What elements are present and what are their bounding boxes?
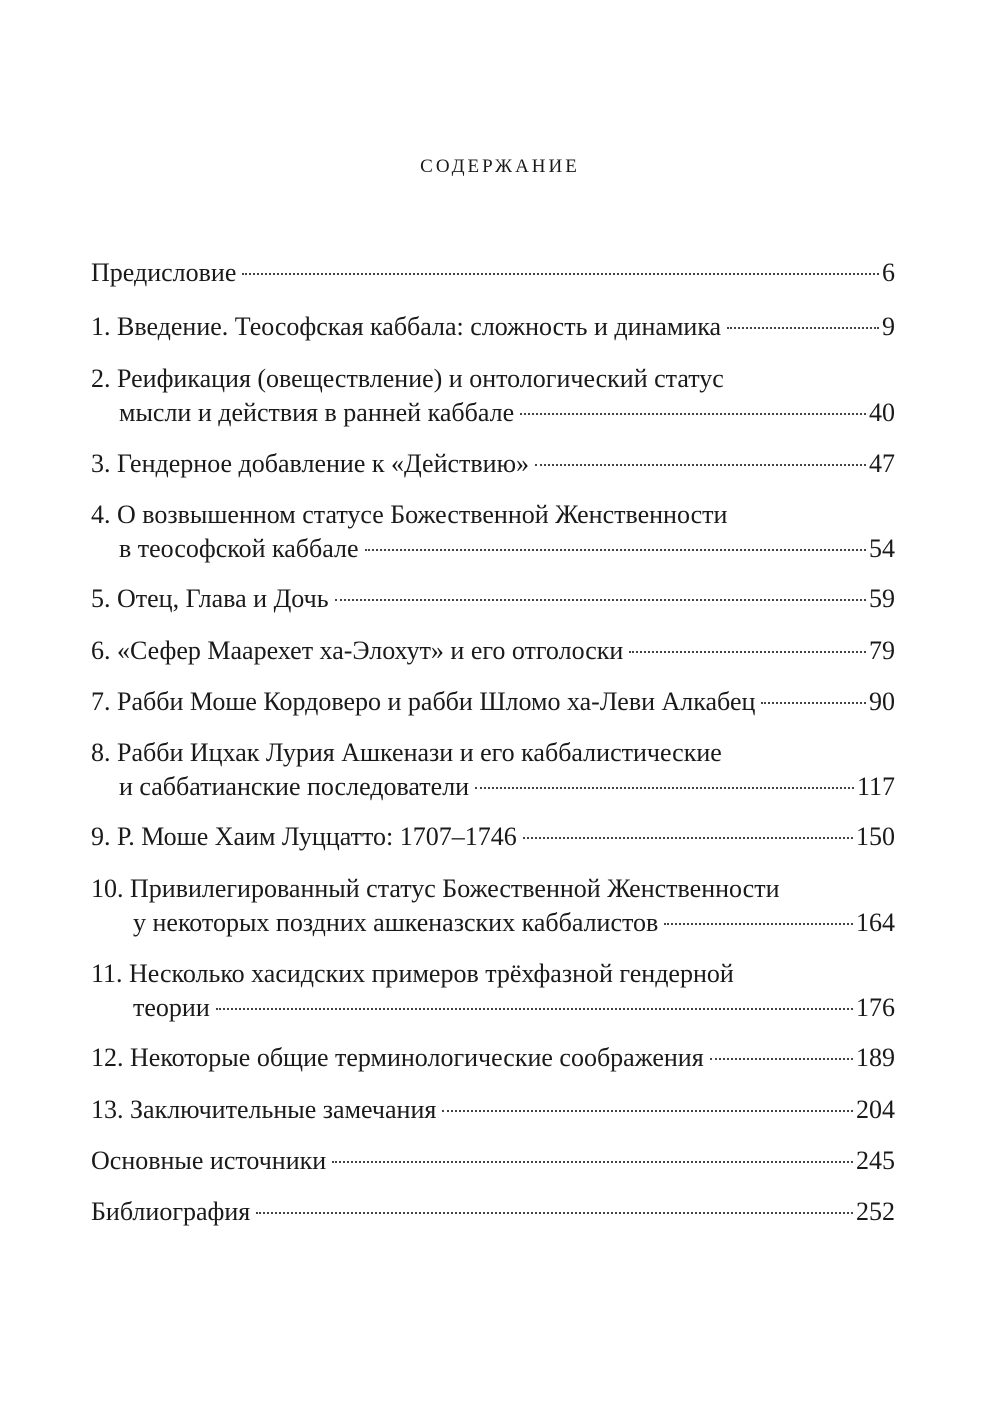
toc-row — [91, 396, 895, 430]
toc-page-number: 6 — [882, 258, 895, 287]
toc-entry-text: Библиография — [91, 1197, 251, 1226]
toc-row — [91, 532, 895, 566]
toc-page-number: 59 — [869, 584, 895, 613]
toc-entry — [91, 1093, 895, 1127]
toc-entry — [91, 1195, 895, 1229]
toc-page-number: 40 — [869, 398, 895, 427]
toc-row — [91, 310, 895, 344]
toc-entry-text: в теософской каббале — [119, 534, 359, 563]
toc-entry — [91, 685, 895, 719]
dot-leader — [242, 273, 879, 275]
toc-row — [91, 1144, 895, 1178]
dot-leader — [442, 1110, 853, 1112]
toc-entry-first-line: 8. Рабби Ицхак Лурия Ашкенази и его каббалистические — [91, 738, 722, 767]
toc-entry-first-line: 2. Реификация (овеществление) и онтологический статус — [91, 364, 724, 393]
toc-page-number: 176 — [856, 993, 895, 1022]
toc-entry-text: 3. Гендерное добавление к «Действию» — [91, 449, 530, 478]
toc-row — [91, 906, 895, 940]
toc-entry — [91, 498, 895, 566]
toc-page-number: 47 — [869, 449, 895, 478]
toc-entry — [91, 447, 895, 481]
dot-leader — [535, 464, 866, 466]
toc-entry-first-line: 10. Привилегированный статус Божественной Женственности — [91, 874, 780, 903]
toc-entry-text: 7. Рабби Моше Кордоверо и рабби Шломо ха-Леви Алкабец — [91, 687, 756, 716]
dot-leader — [332, 1161, 853, 1163]
toc-page-number: 164 — [856, 908, 895, 937]
toc-row — [91, 256, 895, 290]
toc-entry — [91, 820, 895, 854]
toc-entry — [91, 872, 895, 940]
dot-leader — [216, 1008, 853, 1010]
toc-row — [91, 447, 895, 481]
toc-page-number: 189 — [856, 1043, 895, 1072]
dot-leader — [256, 1212, 853, 1214]
toc-page-number: 54 — [869, 534, 895, 563]
toc-entry — [91, 310, 895, 344]
toc-row — [91, 685, 895, 719]
dot-leader — [710, 1058, 853, 1060]
toc-page-number: 204 — [856, 1095, 895, 1124]
dot-leader — [629, 651, 866, 653]
toc-page-number: 9 — [882, 312, 895, 341]
dot-leader — [664, 923, 853, 925]
toc-page-number: 150 — [856, 822, 895, 851]
toc-entry — [91, 582, 895, 616]
toc-entry-text: 1. Введение. Теософская каббала: сложность и динамика — [91, 312, 722, 341]
toc-row — [91, 1195, 895, 1229]
toc-page-number: 90 — [869, 687, 895, 716]
toc-entry — [91, 256, 895, 290]
toc-entry-first-line: 4. О возвышенном статусе Божественной Женственности — [91, 500, 728, 529]
dot-leader — [475, 787, 854, 789]
toc-page-number: 117 — [856, 772, 895, 801]
toc-row — [91, 1041, 895, 1075]
toc-entry-text: теории — [133, 993, 210, 1022]
toc-entry-text: 9. Р. Моше Хаим Луццатто: 1707–1746 — [91, 822, 517, 851]
dot-leader — [520, 413, 866, 415]
toc-row — [91, 582, 895, 616]
dot-leader — [523, 837, 853, 839]
toc-entry-text: 6. «Сефер Маарехет ха-Элохут» и его отголоски — [91, 636, 624, 665]
dot-leader — [727, 327, 879, 329]
page-title: содержание — [420, 148, 580, 178]
dot-leader — [335, 599, 866, 601]
toc-row — [91, 991, 895, 1025]
toc-entry — [91, 1144, 895, 1178]
toc-page-number: 245 — [856, 1146, 895, 1175]
toc-entry-text: Основные источники — [91, 1146, 327, 1175]
toc-entry — [91, 634, 895, 668]
toc-entry-text: 13. Заключительные замечания — [91, 1095, 437, 1124]
toc-row — [91, 634, 895, 668]
toc-entry — [91, 362, 895, 430]
toc-entry — [91, 736, 895, 804]
toc-row — [91, 1093, 895, 1127]
toc-row — [91, 820, 895, 854]
toc-entry-text: у некоторых поздних ашкеназских каббалистов — [133, 908, 659, 937]
toc-entry-text: 5. Отец, Глава и Дочь — [91, 584, 329, 613]
toc-entry-first-line: 11. Несколько хасидских примеров трёхфазной гендерной — [91, 959, 734, 988]
toc-page-number: 252 — [856, 1197, 895, 1226]
toc-entry-text: мысли и действия в ранней каббале — [119, 398, 515, 427]
toc-entry-text: 12. Некоторые общие терминологические соображения — [91, 1043, 704, 1072]
toc-entry — [91, 1041, 895, 1075]
toc-entry-text: и саббатианские последователи — [119, 772, 470, 801]
toc-entry-text: Предисловие — [91, 258, 237, 287]
dot-leader — [365, 549, 867, 551]
toc-entry — [91, 957, 895, 1025]
toc-row — [91, 770, 895, 804]
toc-page-number: 79 — [869, 636, 895, 665]
dot-leader — [761, 702, 866, 704]
